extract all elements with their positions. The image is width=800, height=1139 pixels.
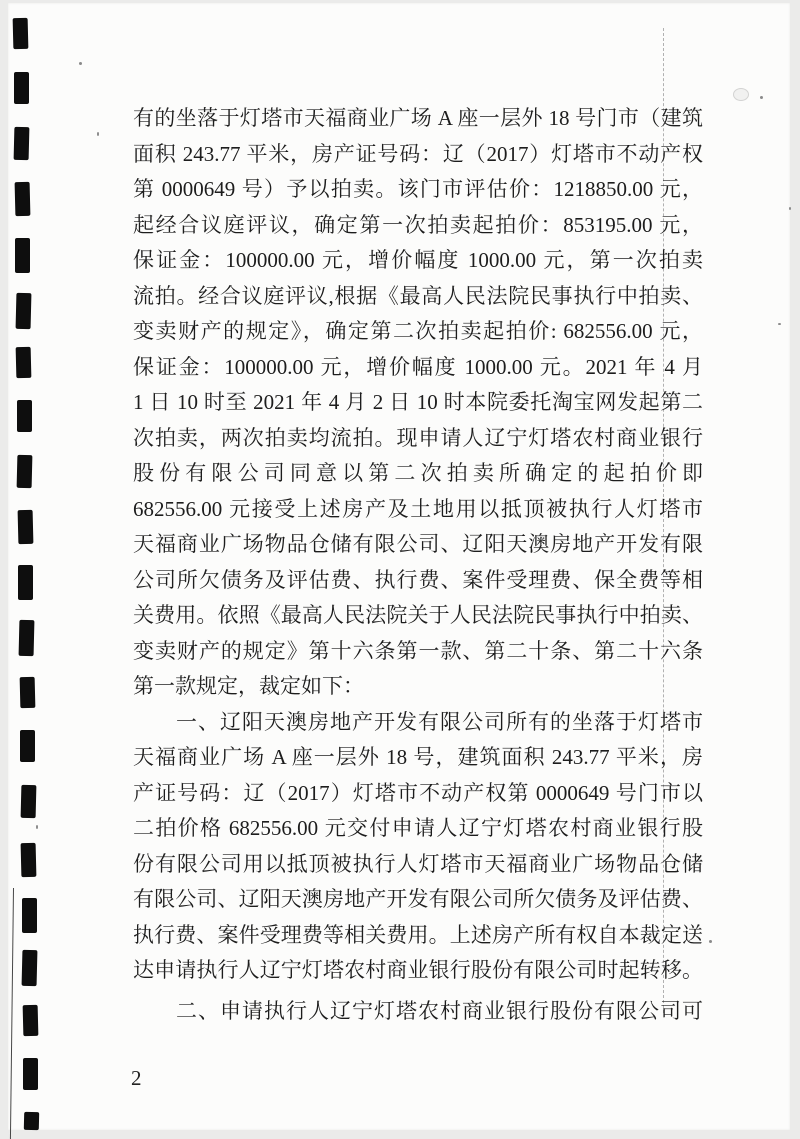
document-line: 保证金：100000.00 元，增价幅度 1000.00 元。2021 年 4 月 [133, 354, 703, 379]
document-line: 达申请执行人辽宁灯塔农村商业银行股份有限公司时起转移。 [133, 958, 703, 982]
document-line: 二拍价格 682556.00 元交付申请人辽宁灯塔农村商业银行股 [133, 816, 703, 840]
document-line: 产证号码：辽（2017）灯塔市不动产权第 0000649 号门市以 [133, 780, 703, 805]
page-number: 2 [131, 1066, 142, 1090]
binding-hole-mark [16, 347, 32, 378]
document-line: 变卖财产的规定》，确定第二次拍卖起拍价: 682556.00 元， [133, 319, 703, 343]
document-line: 份有限公司用以抵顶被执行人灯塔市天福商业广场物品仓储 [133, 851, 703, 876]
document-line: 二、申请执行人辽宁灯塔农村商业银行股份有限公司可 [176, 998, 703, 1023]
scan-speck [789, 207, 791, 210]
binding-hole-mark [20, 677, 36, 708]
scan-speck [778, 323, 781, 325]
document-line: 有限公司、辽阳天澳房地产开发有限公司所欠债务及评估费、 [133, 887, 703, 911]
document-line: 次拍卖，两次拍卖均流拍。现申请人辽宁灯塔农村商业银行 [133, 425, 703, 450]
binding-hole-mark [13, 18, 29, 49]
binding-hole-mark [14, 127, 30, 160]
binding-hole-mark [22, 950, 38, 986]
scan-speck [709, 940, 712, 943]
binding-hole-mark [23, 1058, 38, 1090]
document-line: 变卖财产的规定》第十六条第一款、第二十条、第二十六条 [133, 638, 703, 663]
document-line: 有的坐落于灯塔市天福商业广场 A 座一层外 18 号门市（建筑 [133, 106, 703, 130]
document-line: 1 日 10 时至 2021 年 4 月 2 日 10 时本院委托淘宝网发起第二 [133, 390, 703, 414]
binding-hole-mark [16, 293, 32, 329]
document-line: 第一款规定，裁定如下： [133, 674, 364, 698]
text-block [133, 101, 703, 1029]
scan-smudge [733, 88, 749, 101]
document-line: 一、辽阳天澳房地产开发有限公司所有的坐落于灯塔市 [176, 709, 703, 734]
document-line: 天福商业广场物品仓储有限公司、辽阳天澳房地产开发有限 [133, 532, 703, 556]
scan-speck [760, 96, 763, 99]
binding-hole-mark [24, 1112, 39, 1130]
binding-hole-mark [14, 72, 29, 104]
document-line: 682556.00 元接受上述房产及土地用以抵顶被执行人灯塔市 [133, 496, 703, 521]
document-line: 保证金：100000.00 元，增价幅度 1000.00 元，第一次拍卖 [133, 248, 703, 272]
binding-hole-mark [18, 510, 34, 544]
binding-hole-mark [21, 843, 37, 877]
document-line: 股份有限公司同意以第二次拍卖所确定的起拍价即 [133, 461, 703, 485]
binding-hole-mark [22, 898, 37, 933]
document-line: 流拍。经合议庭评议,根据《最高人民法院民事执行中拍卖、 [133, 283, 703, 308]
binding-hole-mark [19, 620, 35, 656]
document-line: 面积 243.77 平米，房产证号码：辽（2017）灯塔市不动产权 [133, 141, 703, 166]
binding-hole-mark [21, 785, 37, 818]
binding-hole-mark [17, 455, 33, 488]
document-line: 天福商业广场 A 座一层外 18 号，建筑面积 243.77 平米，房 [133, 745, 703, 769]
binding-hole-mark [23, 1005, 39, 1036]
binding-hole-mark [20, 730, 35, 762]
binding-hole-mark [15, 182, 31, 216]
document-line: 第 0000649 号）予以拍卖。该门市评估价：1218850.00 元， [133, 177, 703, 201]
document-line: 关费用。依照《最高人民法院关于人民法院民事执行中拍卖、 [133, 603, 703, 627]
binding-hole-mark [15, 238, 30, 273]
binding-hole-mark [18, 565, 33, 600]
document-line: 起经合议庭评议，确定第一次拍卖起拍价：853195.00 元， [133, 212, 703, 237]
binding-hole-mark [17, 400, 32, 432]
scan-speck [97, 132, 99, 136]
document-line: 公司所欠债务及评估费、执行费、案件受理费、保全费等相 [133, 567, 703, 592]
document-line: 执行费、案件受理费等相关费用。上述房产所有权自本裁定送 [133, 922, 703, 947]
scan-speck [36, 825, 38, 829]
scan-speck [79, 62, 82, 65]
binding-marks [0, 0, 60, 1139]
